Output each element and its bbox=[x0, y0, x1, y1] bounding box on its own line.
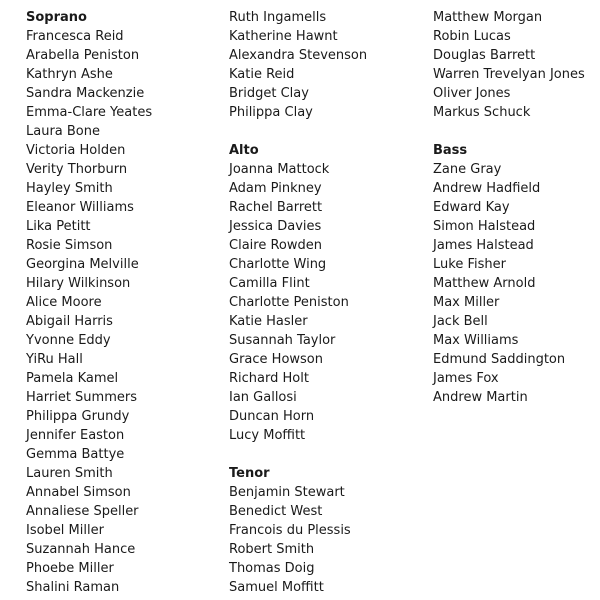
member-name: Edmund Saddington bbox=[433, 352, 566, 367]
member-name: Hayley Smith bbox=[26, 181, 113, 196]
member-name: Claire Rowden bbox=[229, 238, 322, 253]
member-name: Oliver Jones bbox=[433, 86, 511, 101]
member-name: Pamela Kamel bbox=[26, 371, 119, 386]
member-name: Ian Gallosi bbox=[229, 390, 297, 405]
member-name: Charlotte Wing bbox=[229, 257, 327, 272]
member-name: Richard Holt bbox=[229, 371, 309, 386]
member-name: Katie Hasler bbox=[229, 314, 308, 329]
section-spacer bbox=[229, 122, 367, 141]
member-name: Lauren Smith bbox=[26, 466, 113, 481]
member-name: Thomas Doig bbox=[229, 561, 315, 576]
member-name: Francesca Reid bbox=[26, 29, 124, 44]
member-name: Jennifer Easton bbox=[26, 428, 125, 443]
member-name: Benjamin Stewart bbox=[229, 485, 345, 500]
member-name: Kathryn Ashe bbox=[26, 67, 113, 82]
section-spacer bbox=[229, 445, 367, 464]
member-name: Rachel Barrett bbox=[229, 200, 323, 215]
member-name: Katie Reid bbox=[229, 67, 295, 82]
member-name: Benedict West bbox=[229, 504, 323, 519]
member-name: Emma-Clare Yeates bbox=[26, 105, 153, 120]
member-name: Victoria Holden bbox=[26, 143, 126, 158]
member-name: Matthew Morgan bbox=[433, 10, 543, 25]
member-name: Jessica Davies bbox=[229, 219, 322, 234]
column-1 bbox=[26, 8, 152, 597]
member-name: Philippa Clay bbox=[229, 105, 313, 120]
member-name: Grace Howson bbox=[229, 352, 323, 367]
member-name: Verity Thorburn bbox=[26, 162, 128, 177]
member-name: Joanna Mattock bbox=[229, 162, 330, 177]
member-name: Camilla Flint bbox=[229, 276, 310, 291]
member-name: James Halstead bbox=[433, 238, 534, 253]
member-name: Isobel Miller bbox=[26, 523, 104, 538]
section-heading-soprano: Soprano bbox=[26, 10, 87, 25]
member-name: Max Williams bbox=[433, 333, 519, 348]
member-name: Matthew Arnold bbox=[433, 276, 536, 291]
member-name: Harriet Summers bbox=[26, 390, 137, 405]
member-name: Zane Gray bbox=[433, 162, 502, 177]
member-name: Lucy Moffitt bbox=[229, 428, 306, 443]
member-name: Warren Trevelyan Jones bbox=[433, 67, 585, 82]
section-spacer bbox=[433, 122, 585, 141]
member-name: Rosie Simson bbox=[26, 238, 113, 253]
member-name: Duncan Horn bbox=[229, 409, 315, 424]
member-name: Laura Bone bbox=[26, 124, 101, 139]
member-name: Alexandra Stevenson bbox=[229, 48, 368, 63]
column-3 bbox=[433, 8, 585, 407]
member-name: Markus Schuck bbox=[433, 105, 531, 120]
section-heading-tenor: Tenor bbox=[229, 466, 270, 481]
member-name: Bridget Clay bbox=[229, 86, 309, 101]
member-name: Suzannah Hance bbox=[26, 542, 136, 557]
member-name: Simon Halstead bbox=[433, 219, 536, 234]
member-name: Georgina Melville bbox=[26, 257, 139, 272]
member-name: YiRu Hall bbox=[26, 352, 83, 367]
section-heading-alto: Alto bbox=[229, 143, 259, 158]
member-name: Andrew Martin bbox=[433, 390, 528, 405]
member-name: Yvonne Eddy bbox=[26, 333, 111, 348]
member-name: Annaliese Speller bbox=[26, 504, 139, 519]
member-name: Gemma Battye bbox=[26, 447, 125, 462]
member-name: Andrew Hadfield bbox=[433, 181, 541, 196]
member-name: Eleanor Williams bbox=[26, 200, 134, 215]
member-name: Alice Moore bbox=[26, 295, 102, 310]
member-name: Jack Bell bbox=[433, 314, 488, 329]
member-name: Francois du Plessis bbox=[229, 523, 351, 538]
member-name: Robert Smith bbox=[229, 542, 315, 557]
member-name: Adam Pinkney bbox=[229, 181, 322, 196]
member-name: Douglas Barrett bbox=[433, 48, 536, 63]
member-name: Ruth Ingamells bbox=[229, 10, 327, 25]
member-name: Hilary Wilkinson bbox=[26, 276, 131, 291]
member-name: Katherine Hawnt bbox=[229, 29, 338, 44]
member-name: Phoebe Miller bbox=[26, 561, 114, 576]
member-name: Annabel Simson bbox=[26, 485, 131, 500]
member-name: Luke Fisher bbox=[433, 257, 506, 272]
member-name: James Fox bbox=[433, 371, 499, 386]
member-name: Sandra Mackenzie bbox=[26, 86, 145, 101]
member-name: Samuel Moffitt bbox=[229, 580, 324, 595]
member-name: Max Miller bbox=[433, 295, 500, 310]
member-name: Philippa Grundy bbox=[26, 409, 130, 424]
member-name: Susannah Taylor bbox=[229, 333, 336, 348]
member-name: Edward Kay bbox=[433, 200, 510, 215]
section-heading-bass: Bass bbox=[433, 143, 468, 158]
member-name: Arabella Peniston bbox=[26, 48, 140, 63]
member-name: Shalini Raman bbox=[26, 580, 120, 595]
member-name: Charlotte Peniston bbox=[229, 295, 349, 310]
member-name: Abigail Harris bbox=[26, 314, 113, 329]
member-name: Lika Petitt bbox=[26, 219, 91, 234]
member-name: Robin Lucas bbox=[433, 29, 511, 44]
column-2 bbox=[229, 8, 367, 597]
